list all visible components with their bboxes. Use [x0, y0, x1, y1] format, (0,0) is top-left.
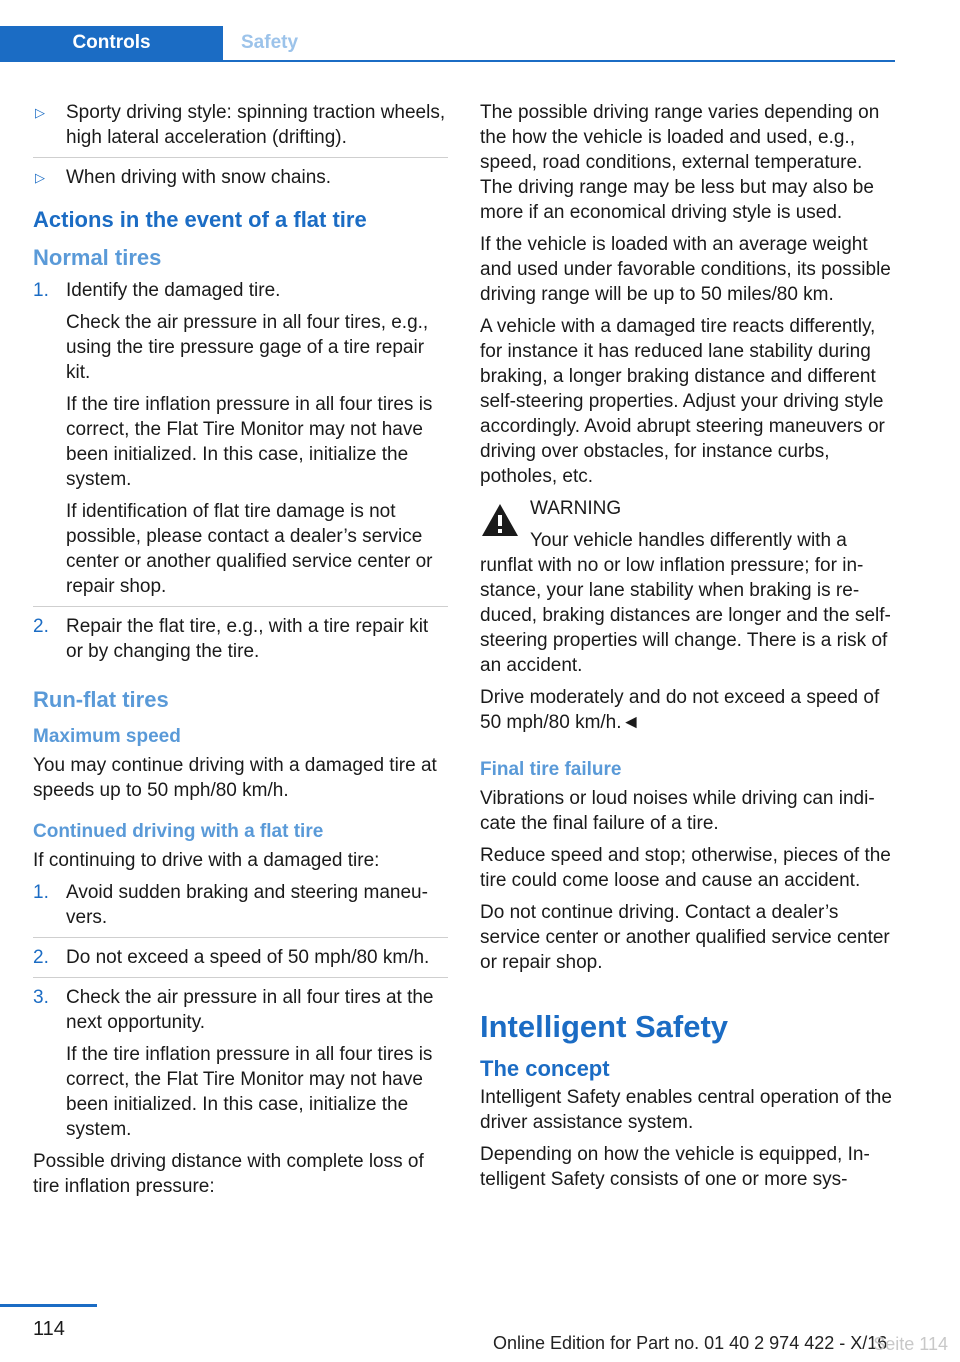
step-number: 3. — [33, 987, 49, 1008]
paragraph: A vehicle with a damaged tire reacts differently, for instance it has reduced lane stability during braking, a longer braking distance and different self-steering properties. Adjust your driving style accordingly. Avoid abrupt steering maneuvers or driving over obstacles, for instance curbs, potholes, etc. — [480, 316, 885, 487]
paragraph: Vibrations or loud noises while driving can indicate the final failure of a tire. — [480, 788, 875, 834]
divider — [33, 157, 448, 158]
triangle-bullet-icon: ▷ — [35, 170, 45, 185]
right-column — [480, 100, 898, 1199]
paragraph: If continuing to drive with a damaged tire: — [33, 850, 380, 871]
edition-info: Online Edition for Part no. 01 40 2 974 422 - X/16 — [493, 1333, 888, 1353]
step-text: Do not exceed a speed of 50 mph/80 km/h. — [66, 947, 430, 968]
step-number: 1. — [33, 882, 49, 903]
list-item — [33, 278, 448, 599]
step-text: Repair the flat tire, e.g., with a tire repair kit or by changing the tire. — [66, 616, 429, 662]
tab-controls[interactable]: Controls — [0, 26, 223, 60]
paragraph: Depending on how the vehicle is equipped, Intelligent Safety consists of one or more sys- — [480, 1144, 870, 1190]
divider — [33, 977, 448, 978]
paragraph: You may continue driving with a damaged tire at speeds up to 50 mph/80 km/h. — [33, 755, 437, 801]
list-item — [33, 100, 448, 150]
list-item — [33, 945, 448, 970]
warning-block — [480, 496, 898, 735]
list-item — [33, 614, 448, 664]
subheading-max-speed: Maximum speed — [33, 726, 181, 747]
paragraph: Possible driving distance with complete loss of tire inflation pressure: — [33, 1151, 424, 1197]
footer-rule — [0, 1304, 97, 1307]
section-heading-flat-tire: Actions in the event of a flat tire — [33, 207, 367, 232]
step-detail: If the tire inflation pressure in all four tires is correct, the Flat Tire Monitor may not have been initialized. In this case, initialize the system. — [66, 394, 433, 490]
warning-end: Drive moderately and do not exceed a speed of 50 mph/80 km/h.◄ — [480, 687, 880, 733]
step-text: Check the air pressure in all four tires at the next opportunity. — [66, 987, 434, 1033]
paragraph: The possible driving range varies depending on the how the vehicle is loaded and used, e.g., speed, road conditions, external temperature. The driving range may be less but may also be more if an economical driving style is used. — [480, 102, 880, 223]
watermark: Seite 114 — [873, 1334, 948, 1354]
step-detail: If the tire inflation pressure in all four tires is correct, the Flat Tire Monitor may not have been initialized. In this case, initialize the system. — [66, 1044, 433, 1140]
bullet-text: When driving with snow chains. — [66, 167, 332, 188]
warning-title: WARNING — [530, 498, 622, 519]
triangle-bullet-icon: ▷ — [35, 105, 45, 120]
paragraph: Do not continue driving. Contact a dealer’s service center or another qualified service center or repair shop. — [480, 902, 890, 973]
subheading-run-flat: Run-flat tires — [33, 687, 169, 712]
step-text: Avoid sudden braking and steering maneuvers. — [66, 882, 428, 928]
warning-triangle-icon — [480, 502, 520, 538]
step-number: 2. — [33, 616, 49, 637]
step-number: 2. — [33, 947, 49, 968]
subheading-continued-driving: Continued driving with a flat tire — [33, 821, 324, 842]
section-heading-intelligent-safety: Intelligent Safety — [480, 1009, 729, 1044]
step-detail: Check the air pressure in all four tires, e.g., using the tire pressure gage of a tire repair kit. — [66, 312, 429, 383]
paragraph: Reduce speed and stop; otherwise, pieces of the tire could come loose and cause an accident. — [480, 845, 891, 891]
step-text: Identify the damaged tire. — [66, 280, 281, 301]
list-item — [33, 985, 448, 1142]
paragraph: Intelligent Safety enables central operation of the driver assistance system. — [480, 1087, 892, 1133]
subheading-final-failure: Final tire failure — [480, 759, 622, 780]
subheading-normal-tires: Normal tires — [33, 245, 162, 270]
subheading-the-concept: The concept — [480, 1056, 610, 1081]
page-number: 114 — [33, 1318, 65, 1340]
paragraph: If the vehicle is loaded with an average weight and used under favorable conditions, its possible driving range will be up to 50 miles/80 km. — [480, 234, 891, 305]
step-number: 1. — [33, 280, 49, 301]
bullet-text: Sporty driving style: spinning traction wheels, high lateral acceleration (drifting). — [66, 102, 446, 148]
divider — [33, 937, 448, 938]
warning-text: Your vehicle handles differently with a runflat with no or low inflation pressure; for instance, your lane stability when braking is reduced, braking distances are longer and the self-steering properties will change. There is a risk of an accident. — [480, 530, 891, 676]
list-item — [33, 165, 448, 190]
divider — [33, 606, 448, 607]
list-item — [33, 880, 448, 930]
left-column — [33, 100, 448, 1206]
step-detail: If identification of flat tire damage is not possible, please contact a dealer’s service center or another qualified service center or repair shop. — [66, 501, 433, 597]
tab-safety[interactable]: Safety — [223, 26, 318, 60]
header-rule — [0, 60, 895, 62]
header-bar — [0, 0, 895, 62]
